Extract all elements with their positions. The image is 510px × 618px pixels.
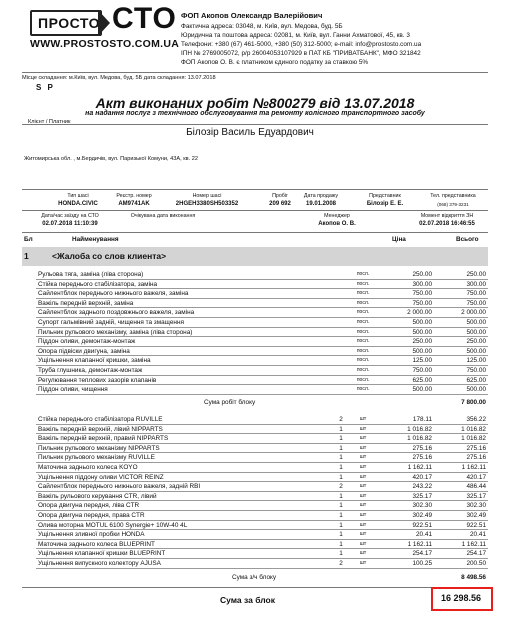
item-price: 500.00 bbox=[412, 347, 432, 355]
document-title: Акт виконаних робіт №800279 від 13.07.2018 bbox=[95, 95, 415, 111]
col-header-name: Найменування bbox=[72, 236, 119, 243]
item-name: Стійка переднього стабілізатора RUVILLE bbox=[38, 416, 163, 423]
item-total: 922.51 bbox=[466, 521, 486, 529]
item-name: Опора двигуна передня, права CTR bbox=[38, 512, 145, 519]
item-total: 750.00 bbox=[466, 367, 486, 374]
item-total: 325.17 bbox=[466, 492, 486, 500]
item-name: Опора двигуна передня, ліва CTR bbox=[38, 502, 140, 510]
item-qty: 1 bbox=[339, 454, 343, 462]
logo-arrow-icon bbox=[98, 10, 110, 36]
item-unit: шт bbox=[359, 435, 367, 442]
row-divider bbox=[36, 394, 488, 395]
item-unit: шт bbox=[359, 560, 367, 566]
item-qty: 1 bbox=[339, 531, 343, 539]
item-total: 625.00 bbox=[466, 376, 486, 384]
item-price: 500.00 bbox=[412, 319, 432, 326]
item-total: 275.16 bbox=[466, 454, 486, 462]
item-qty: 1 bbox=[339, 435, 343, 443]
parts-total-value: 8 498.56 bbox=[461, 574, 486, 581]
company-line: Юридична та поштова адреса: 02081, м. Київ, вул. Ганни Ахматової, 45, кв. 3 bbox=[181, 32, 410, 39]
item-price: 325.17 bbox=[412, 492, 432, 500]
item-name: Пильник рульового механізму, заміна (ліва сторона) bbox=[38, 328, 193, 336]
company-line: ІПН № 2769005072, р/р 26004053107929 в ПАТ КБ "ПРИВАТБАНК", МФО 321842 bbox=[181, 50, 421, 57]
vehicle-label: Номер шасі bbox=[192, 193, 222, 199]
vehicle-value: 19.01.2008 bbox=[305, 201, 337, 207]
company-name: ФОП Акопов Олександр Валерійович bbox=[181, 11, 323, 20]
item-unit: шт bbox=[359, 454, 367, 461]
meta-value: 02.07.2018 11:10:39 bbox=[42, 221, 98, 227]
item-name: Рульова тяга, заміна (ліва сторона) bbox=[38, 271, 144, 278]
item-name: Ущільнення піддону оливи VICTOR REINZ bbox=[38, 473, 164, 481]
item-unit: шт bbox=[359, 464, 367, 470]
row-divider bbox=[36, 568, 488, 569]
item-name: Супорт гальмівний задній, чищення та змащення bbox=[38, 319, 184, 326]
item-unit: посл. bbox=[356, 319, 370, 325]
item-name: Труба глушника, демонтаж-монтаж bbox=[38, 367, 143, 374]
item-qty: 1 bbox=[339, 540, 343, 548]
item-price: 250.00 bbox=[412, 338, 432, 346]
item-total: 500.00 bbox=[466, 386, 486, 394]
item-price: 178.11 bbox=[412, 416, 432, 423]
item-price: 254.17 bbox=[412, 550, 432, 558]
item-qty: 1 bbox=[339, 550, 343, 558]
item-unit: шт bbox=[359, 425, 367, 432]
item-price: 500.00 bbox=[412, 386, 432, 394]
meta-value: 02.07.2018 16:46:55 bbox=[419, 221, 475, 227]
vehicle-value: (068) 379-3231 bbox=[437, 202, 469, 207]
item-unit: шт bbox=[359, 444, 367, 451]
item-total: 254.17 bbox=[466, 550, 486, 558]
item-unit: посл. bbox=[356, 309, 370, 316]
item-total: 302.30 bbox=[466, 502, 486, 510]
vehicle-value: AM9741AK bbox=[118, 201, 150, 207]
divider bbox=[22, 587, 488, 588]
item-price: 100.25 bbox=[412, 560, 432, 567]
company-line: Телефони: +380 (67) 461-5000, +380 (50) 312-5000; e-mail: info@prostosto.com.ua bbox=[181, 41, 422, 48]
item-name: Піддон оливи, чищення bbox=[38, 386, 108, 394]
block-total-label: Сума за блок bbox=[220, 595, 275, 605]
vehicle-value: 2HGEH3380SH503352 bbox=[175, 201, 239, 207]
item-price: 500.00 bbox=[412, 328, 432, 336]
item-name: Ущільнення випускного колектору AJUSA bbox=[38, 560, 161, 567]
item-unit: шт bbox=[359, 550, 367, 557]
item-price: 300.00 bbox=[412, 280, 432, 288]
section-title: <Жалоба со слов клиента> bbox=[52, 251, 167, 261]
item-name: Важіль передній верхній, лівий NIPPARTS bbox=[38, 425, 163, 433]
vehicle-label: Реєстр. номер bbox=[116, 193, 152, 199]
item-qty: 1 bbox=[339, 521, 343, 529]
item-name: Олива моторна MOTUL 6100 Synergie+ 10W-40 4L bbox=[38, 521, 188, 529]
item-qty: 2 bbox=[339, 560, 343, 567]
col-header-total: Всього bbox=[456, 236, 479, 243]
meta-value: Акопов О. В. bbox=[318, 221, 356, 227]
logo-badge bbox=[30, 10, 102, 36]
item-unit: посл. bbox=[356, 338, 370, 345]
vehicle-label: Представник bbox=[369, 193, 401, 199]
item-name: Стійка переднього стабілізатора, заміна bbox=[38, 280, 158, 288]
meta-label: Очікувана дата виконання bbox=[130, 213, 196, 219]
item-total: 486.44 bbox=[466, 483, 486, 491]
item-qty: 1 bbox=[339, 512, 343, 519]
item-name: Сайлентблок заднього поздовжнього важеля, заміна bbox=[38, 309, 195, 317]
client-label: Клієнт / Платник bbox=[28, 119, 71, 125]
item-price: 302.30 bbox=[412, 502, 432, 510]
item-qty: 1 bbox=[339, 464, 343, 471]
item-unit: шт bbox=[359, 473, 367, 480]
vehicle-label: Тел. представника bbox=[430, 193, 476, 199]
meta-label: Менеджер bbox=[324, 213, 350, 219]
section-number: 1 bbox=[24, 251, 29, 261]
item-unit: шт bbox=[359, 540, 367, 547]
item-name: Регулювання теплових зазорів клапанів bbox=[38, 376, 157, 384]
item-unit: шт bbox=[359, 483, 367, 490]
item-total: 500.00 bbox=[466, 328, 486, 336]
item-unit: шт bbox=[359, 531, 367, 538]
item-name: Важіль рульового керування CTR, лівий bbox=[38, 492, 157, 500]
divider bbox=[22, 210, 488, 211]
item-qty: 1 bbox=[339, 444, 343, 452]
item-unit: шт bbox=[359, 492, 367, 499]
item-name: Сайлентблок переднього нижнього важеля, задній RBI bbox=[38, 483, 201, 491]
vehicle-value: Білозір Е. Е. bbox=[366, 201, 404, 207]
item-unit: посл. bbox=[356, 367, 370, 373]
item-name: Пильник рульового механізму NIPPARTS bbox=[38, 444, 160, 452]
item-price: 1 016.82 bbox=[407, 425, 432, 433]
item-unit: посл. bbox=[356, 280, 370, 287]
item-name: Пильник рульового механізму RUVILLE bbox=[38, 454, 155, 462]
item-qty: 2 bbox=[339, 416, 343, 423]
item-total: 1 016.82 bbox=[461, 435, 486, 443]
item-price: 625.00 bbox=[412, 376, 432, 384]
item-total: 200.50 bbox=[466, 560, 486, 567]
col-header-block: Бл bbox=[24, 236, 33, 243]
item-unit: посл. bbox=[356, 376, 370, 383]
item-price: 922.51 bbox=[412, 521, 432, 529]
item-qty: 1 bbox=[339, 492, 343, 500]
works-total-label: Сума робіт блоку bbox=[204, 399, 256, 406]
item-total: 1 016.82 bbox=[461, 425, 486, 433]
item-qty: 2 bbox=[339, 483, 343, 491]
item-price: 1 162.11 bbox=[407, 540, 432, 548]
item-unit: шт bbox=[359, 416, 367, 422]
meta-label: Момент відкриття ЗН bbox=[420, 213, 474, 219]
document-subtitle: на надання послуг з технічного обслуговування та ремонту колісного транспортного засобу bbox=[85, 110, 425, 117]
client-name: Білозір Василь Едуардович bbox=[186, 127, 314, 138]
vehicle-label: Дата продажу bbox=[303, 193, 339, 199]
item-unit: посл. bbox=[356, 347, 370, 354]
works-total-value: 7 800.00 bbox=[461, 399, 486, 406]
item-total: 750.00 bbox=[466, 299, 486, 307]
divider bbox=[22, 124, 488, 125]
item-name: Сайлентблок переднього нижнього важеля, заміна bbox=[38, 290, 189, 298]
item-price: 250.00 bbox=[412, 271, 432, 278]
item-total: 275.16 bbox=[466, 444, 486, 452]
item-unit: шт bbox=[359, 512, 367, 518]
item-total: 420.17 bbox=[466, 473, 486, 481]
item-qty: 1 bbox=[339, 473, 343, 481]
item-total: 300.00 bbox=[466, 280, 486, 288]
item-name: Піддон оливи, демонтаж-монтаж bbox=[38, 338, 136, 346]
vehicle-label: Тип шасі bbox=[67, 193, 89, 199]
item-price: 243.22 bbox=[412, 483, 432, 491]
vehicle-label: Пробіг bbox=[272, 193, 288, 199]
item-total: 1 162.11 bbox=[461, 464, 486, 471]
vehicle-value: HONDA.CIVIC bbox=[58, 201, 98, 207]
item-price: 2 000.00 bbox=[407, 309, 432, 317]
item-qty: 1 bbox=[339, 502, 343, 510]
client-address: Житомирська обл. , м.Бердичів, вул. Паризької Комуни, 43А, кв. 22 bbox=[24, 156, 198, 162]
item-name: Маточина заднього колеса KOYO bbox=[38, 464, 138, 471]
logo-url: WWW.PROSTOSTO.COM.UA bbox=[30, 38, 180, 50]
vehicle-value: 209 692 bbox=[269, 201, 291, 207]
item-total: 302.49 bbox=[466, 512, 486, 519]
item-total: 20.41 bbox=[470, 531, 486, 539]
item-name: Опора підвіски двигуна, заміна bbox=[38, 347, 130, 355]
divider bbox=[22, 72, 488, 73]
item-name: Ущільнення клапанної кришки, заміна bbox=[38, 357, 151, 365]
item-total: 356.22 bbox=[466, 416, 486, 423]
item-name: Маточина заднього колеса BLUEPRINT bbox=[38, 540, 155, 548]
item-price: 20.41 bbox=[416, 531, 432, 539]
item-price: 750.00 bbox=[412, 299, 432, 307]
item-price: 420.17 bbox=[412, 473, 432, 481]
divider bbox=[22, 189, 488, 190]
item-price: 275.16 bbox=[412, 454, 432, 462]
item-price: 125.00 bbox=[412, 357, 432, 365]
item-price: 750.00 bbox=[412, 367, 432, 374]
item-price: 275.16 bbox=[412, 444, 432, 452]
item-price: 750.00 bbox=[412, 290, 432, 298]
place-date-line: Місце складання: м.Київ, вул. Медова, буд. 5Б дата складання: 13.07.2018 bbox=[22, 75, 216, 81]
item-total: 1 162.11 bbox=[461, 540, 486, 548]
item-price: 1 016.82 bbox=[407, 435, 432, 443]
section-header bbox=[22, 247, 488, 266]
item-price: 1 162.11 bbox=[407, 464, 432, 471]
col-header-price: Ціна bbox=[392, 236, 406, 243]
block-total-value: 16 298.56 bbox=[440, 593, 482, 603]
company-line: Фактична адреса: 03048, м. Київ, вул. Медова, буд. 5Б bbox=[181, 23, 343, 30]
item-unit: посл. bbox=[356, 271, 370, 277]
item-unit: посл. bbox=[356, 386, 370, 393]
sp-mark: S P bbox=[36, 83, 55, 92]
item-unit: шт bbox=[359, 502, 367, 509]
item-name: Ущільнення клапанної кришки BLUEPRINT bbox=[38, 550, 166, 558]
item-total: 750.00 bbox=[466, 290, 486, 298]
item-unit: посл. bbox=[356, 299, 370, 306]
item-total: 500.00 bbox=[466, 347, 486, 355]
item-total: 125.00 bbox=[466, 357, 486, 365]
meta-label: Дата/час заїзду на СТО bbox=[41, 213, 99, 219]
item-unit: шт bbox=[359, 521, 367, 528]
item-total: 250.00 bbox=[466, 338, 486, 346]
item-qty: 1 bbox=[339, 425, 343, 433]
item-price: 302.49 bbox=[412, 512, 432, 519]
company-line: ФОП Акопов О. В. є платником єдиного податку за ставкою 5% bbox=[181, 59, 369, 66]
item-name: Ущільнення зливної пробки HONDA bbox=[38, 531, 145, 539]
item-total: 2 000.00 bbox=[461, 309, 486, 317]
item-unit: посл. bbox=[356, 357, 370, 364]
item-unit: посл. bbox=[356, 290, 370, 297]
logo-word1: ПРОСТО bbox=[38, 15, 100, 31]
item-name: Важіль передній верхній, правий NIPPARTS bbox=[38, 435, 169, 443]
item-total: 250.00 bbox=[466, 271, 486, 278]
item-unit: посл. bbox=[356, 328, 370, 335]
divider bbox=[22, 232, 488, 233]
item-name: Важіль передній верхній, заміна bbox=[38, 299, 134, 307]
item-total: 500.00 bbox=[466, 319, 486, 326]
logo-word2: СТО bbox=[112, 2, 177, 35]
parts-total-label: Сума з/ч блоку bbox=[232, 574, 277, 581]
